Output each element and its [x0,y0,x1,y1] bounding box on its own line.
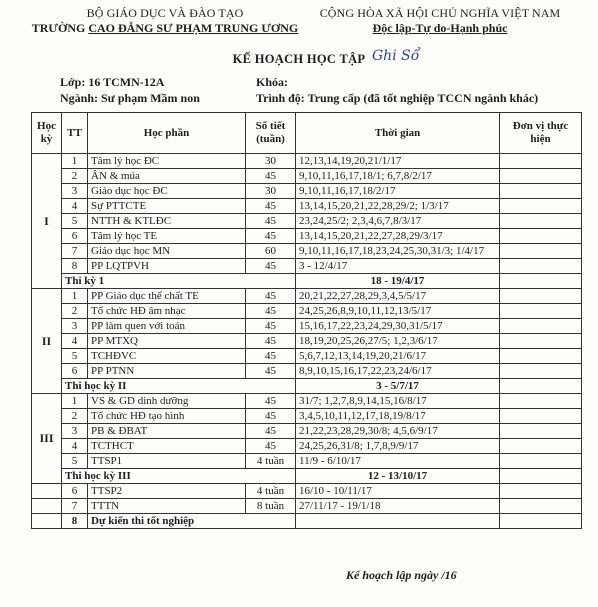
plan-date-note: Kế hoạch lập ngày /16 [346,568,457,582]
responsible-unit [500,274,582,289]
subject-name: PP LQTPVH [88,259,246,274]
school-name-line [30,21,300,36]
row-number: 2 [62,409,88,424]
schedule-time: 20,21,22,27,28,29,3,4,5/5/17 [296,289,500,304]
responsible-unit [500,244,582,259]
responsible-unit [500,349,582,364]
responsible-unit [500,154,582,169]
class-label: Lớp: 16 TCMN-12A [60,75,165,89]
responsible-unit [500,319,582,334]
ministry-name: BỘ GIÁO DỤC VÀ ĐÀO TẠO [86,6,244,20]
responsible-unit [500,439,582,454]
exam-label: Thi học kỳ III [62,469,296,484]
subject-name: PP Giáo dục thể chất TE [88,289,246,304]
row-number: 5 [62,454,88,469]
school-header [30,6,300,36]
row-number: 7 [62,499,88,514]
subject-name: Giáo dục học MN [88,244,246,259]
subject-name: VS & GD dinh dưỡng [88,394,246,409]
course-label: Khóa: [256,75,289,89]
schedule-time: 23,24,25/2; 2,3,4,6,7,8/3/17 [296,214,500,229]
column-header: Học phần [88,113,246,154]
responsible-unit [500,334,582,349]
study-plan-table [31,112,582,529]
responsible-unit [500,409,582,424]
subject-name: Giáo dục học ĐC [88,184,246,199]
row-number: 6 [62,484,88,499]
schedule-time: 13,14,15,20,21,22,28,29/2; 1/3/17 [296,199,500,214]
row-number: 6 [62,229,88,244]
table-row [32,184,582,199]
period-count: 45 [246,259,296,274]
semester-label: III [32,394,62,484]
row-number: 3 [62,184,88,199]
schedule-time: 12,13,14,19,20,21/1/17 [296,154,500,169]
schedule-time: 21,22,23,28,29,30/8; 4,5,6/9/17 [296,424,500,439]
subject-name: Tổ chức HĐ tạo hình [88,409,246,424]
period-count: 45 [246,289,296,304]
row-number: 8 [62,514,88,529]
subject-name: ÂN & múa [88,169,246,184]
period-count: 30 [246,184,296,199]
schedule-time: 16/10 - 10/11/17 [296,484,500,499]
column-header: Số tiết (tuần) [246,113,296,154]
row-number: 8 [62,259,88,274]
subject-name: Sự PTTCTE [88,199,246,214]
subject-name: PP làm quen với toán [88,319,246,334]
table-row [32,334,582,349]
responsible-unit [500,394,582,409]
period-count: 45 [246,199,296,214]
schedule-time: 9,10,11,16,17,18/2/17 [296,184,500,199]
period-count: 45 [246,214,296,229]
subject-name: Dự kiến thi tốt nghiệp [88,514,296,529]
schedule-time: 27/11/17 - 19/1/18 [296,499,500,514]
period-count: 45 [246,334,296,349]
responsible-unit [500,484,582,499]
subject-name: NTTH & KTLĐC [88,214,246,229]
period-count: 8 tuần [246,499,296,514]
row-number: 2 [62,169,88,184]
schedule-time: 18,19,20,25,26,27/5; 1,2,3/6/17 [296,334,500,349]
row-number: 3 [62,424,88,439]
responsible-unit [500,169,582,184]
table-row [32,394,582,409]
responsible-unit [500,199,582,214]
table-row [32,199,582,214]
school-name: CAO ĐẲNG SƯ PHẠM TRUNG ƯƠNG [88,21,299,35]
responsible-unit [500,454,582,469]
table-body [32,154,582,529]
schedule-time: 9,10,11,16,17,18/1; 6,7,8/2/17 [296,169,500,184]
row-number: 5 [62,349,88,364]
exam-row [32,469,582,484]
schedule-time: 5,6,7,12,13,14,19,20,21/6/17 [296,349,500,364]
column-header: Học kỳ [32,113,62,154]
table-row [32,304,582,319]
responsible-unit [500,184,582,199]
period-count: 45 [246,439,296,454]
semester-label [32,499,62,514]
level-label: Trình độ: Trung cấp (đã tốt nghiệp TCCN ngành khác) [256,91,539,105]
row-number: 5 [62,214,88,229]
table-row [32,454,582,469]
row-number: 4 [62,439,88,454]
table-row [32,424,582,439]
table-row [32,484,582,499]
national-motto: Độc lập-Tự do-Hạnh phúc [372,21,508,35]
table-row [32,289,582,304]
subject-name: Tâm lý học ĐC [88,154,246,169]
table-row [32,439,582,454]
period-count: 45 [246,409,296,424]
subject-name: PP MTXQ [88,334,246,349]
responsible-unit [500,424,582,439]
period-count: 60 [246,244,296,259]
period-count: 4 tuần [246,484,296,499]
schedule-time: 3,4,5,10,11,12,17,18,19/8/17 [296,409,500,424]
column-header: Đơn vị thực hiện [500,113,582,154]
table-row [32,169,582,184]
column-header: Thời gian [296,113,500,154]
responsible-unit [500,289,582,304]
responsible-unit [500,514,582,529]
row-number: 3 [62,319,88,334]
exam-row [32,379,582,394]
table-row [32,259,582,274]
table-row [32,349,582,364]
table-row [32,244,582,259]
semester-label [32,484,62,499]
schedule-time: 24,25,26,31/8; 1,7,8,9/9/17 [296,439,500,454]
period-count: 30 [246,154,296,169]
subject-name: TCTHCT [88,439,246,454]
exam-time: 3 - 5/7/17 [296,379,500,394]
row-number: 1 [62,154,88,169]
table-row [32,214,582,229]
handwritten-note: Ghi Sổ [372,48,420,64]
schedule-time: 15,16,17,22,23,24,29,30,31/5/17 [296,319,500,334]
exam-label: Thi kỳ 1 [62,274,296,289]
schedule-time: 31/7; 1,2,7,8,9,14,15,16/8/17 [296,394,500,409]
responsible-unit [500,259,582,274]
schedule-time: 3 - 12/4/17 [296,259,500,274]
table-row [32,229,582,244]
subject-name: Tâm lý học TE [88,229,246,244]
row-number: 6 [62,364,88,379]
schedule-time: 8,9,10,15,16,17,22,23,24/6/17 [296,364,500,379]
schedule-time: 9,10,11,16,17,18,23,24,25,30,31/3; 1/4/17 [296,244,500,259]
school-prefix: TRƯỜNG [31,21,86,35]
responsible-unit [500,304,582,319]
exam-time: 18 - 19/4/17 [296,274,500,289]
row-number: 1 [62,394,88,409]
semester-label: I [32,154,62,289]
republic-name: CỘNG HÒA XÃ HỘI CHỦ NGHĨA VIỆT NAM [319,6,561,20]
semester-label [32,514,62,529]
document-title: KẾ HOẠCH HỌC TẬP [232,52,366,66]
table-header-row [32,113,582,154]
period-count: 45 [246,229,296,244]
semester-label: II [32,289,62,394]
schedule-time: 24,25,26,8,9,10,11,12,13/5/17 [296,304,500,319]
period-count: 45 [246,169,296,184]
subject-name: TTSP1 [88,454,246,469]
subject-name: PB & ĐBAT [88,424,246,439]
exam-time: 12 - 13/10/17 [296,469,500,484]
exam-row [32,274,582,289]
table-row [32,499,582,514]
responsible-unit [500,379,582,394]
subject-name: PP PTNN [88,364,246,379]
row-number: 2 [62,304,88,319]
table-row [32,409,582,424]
period-count: 45 [246,424,296,439]
table-row [32,154,582,169]
period-count: 45 [246,304,296,319]
row-number: 4 [62,334,88,349]
exam-label: Thi học kỳ II [62,379,296,394]
responsible-unit [500,469,582,484]
table-row [32,319,582,334]
row-number: 1 [62,289,88,304]
responsible-unit [500,364,582,379]
table-row [32,364,582,379]
table-row [32,514,582,529]
responsible-unit [500,229,582,244]
schedule-time: 13,14,15,20,21,22,27,28,29/3/17 [296,229,500,244]
schedule-time: 11/9 - 6/10/17 [296,454,500,469]
subject-name: TTTN [88,499,246,514]
schedule-time [296,514,500,529]
subject-name: TCHĐVC [88,349,246,364]
column-header: TT [62,113,88,154]
national-header [290,6,590,36]
row-number: 7 [62,244,88,259]
row-number: 4 [62,199,88,214]
subject-name: Tổ chức HĐ âm nhạc [88,304,246,319]
period-count: 4 tuần [246,454,296,469]
responsible-unit [500,499,582,514]
period-count: 45 [246,349,296,364]
period-count: 45 [246,319,296,334]
period-count: 45 [246,394,296,409]
subject-name: TTSP2 [88,484,246,499]
major-label: Ngành: Sư phạm Mầm non [60,91,200,105]
responsible-unit [500,214,582,229]
period-count: 45 [246,364,296,379]
